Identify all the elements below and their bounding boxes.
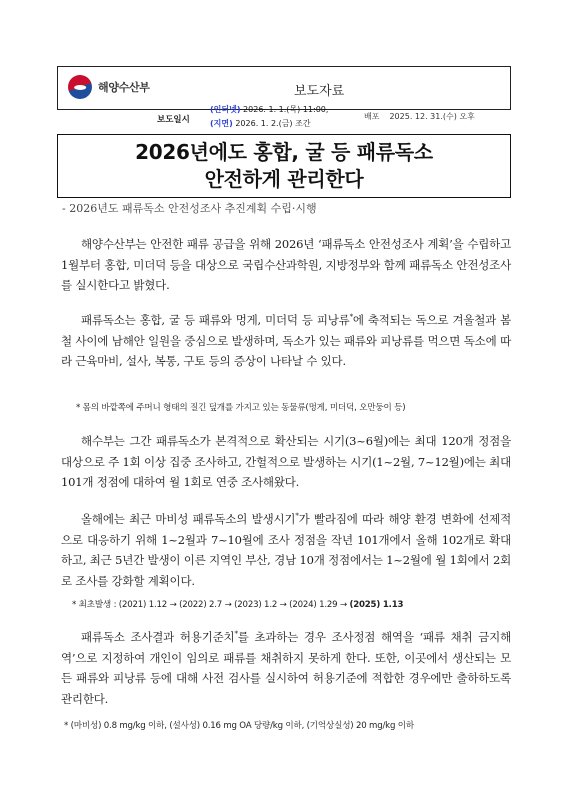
paragraph-2-part-1: 패류독소는 홍합, 굴 등 패류와 멍게, 미더덕 등 피낭류 <box>81 313 350 327</box>
footnote-2-text: * 최초발생 : (2021) 1.12 → (2022) 2.7 → (2023) 1.2 → (2024) 1.29 → <box>72 600 350 610</box>
ministry-name: 해양수산부 <box>98 81 150 94</box>
distribution-label: 배포 <box>364 112 380 121</box>
headline-line-1: 2026년에도 홍합, 굴 등 패류독소 <box>135 140 433 164</box>
distribution-time: 2025. 12. 31.(수) 오후 <box>389 112 475 121</box>
paragraph-5-part-1: 패류독소 조사결과 허용기준치 <box>81 630 235 644</box>
footnote-2 <box>72 598 403 610</box>
taegeuk-emblem-icon <box>65 72 96 103</box>
ministry-logo <box>68 75 150 99</box>
footnote-marker: * <box>349 313 353 322</box>
footnote-marker: * <box>234 630 238 639</box>
release-print <box>210 118 311 129</box>
release-label: 보도일시 <box>157 115 190 125</box>
paragraph-5 <box>61 627 511 709</box>
footnote-marker: * <box>295 512 299 521</box>
distribution-info <box>364 111 485 122</box>
online-time: 2026. 1. 1.(목) 11:00, <box>243 105 329 114</box>
paragraph-3: 해수부는 그간 패류독소가 본격적으로 확산되는 시기(3~6월)에는 최대 120개 정점을 대상으로 주 1회 이상 집중 조사하고, 간헐적으로 발생하는 시기(1~2월, 7~12월)에는 최대 101개 정점에 대하여 월 1회로 연중 조사해왔다. <box>61 434 511 489</box>
paragraph-1: 해양수산부는 안전한 패류 공급을 위해 2026년 ‘패류독소 안전성조사 계획’을 수립하고 1월부터 홍합, 미더덕 등을 대상으로 국립수산과학원, 지방정부와 함께 패류독소 안전성조사를 실시한다고 밝혔다. <box>61 237 511 292</box>
footnote-3: * (마비성) 0.8 mg/kg 이하, (설사성) 0.16 mg OA 당량/kg 이하, (기억상실성) 20 mg/kg 이하 <box>64 721 414 731</box>
paragraph-4-part-1: 올해에는 최근 마비성 패류독소의 발생시기 <box>81 512 296 526</box>
release-info <box>57 104 511 134</box>
paragraph-2-part-2: 에 축적되는 독으로 겨울철과 봄철 사이에 남해안 일원을 중심으로 발생하며, 독소가 있는 패류와 피낭류를 먹으면 독소에 따라 근육마비, 설사, 복통, 구토 등의 증상이 나타날 수 있다. <box>61 313 511 368</box>
footnote-1: * 몸의 바깥쪽에 주머니 형태의 질긴 덮개를 가지고 있는 동물류(멍게, 미더덕, 오만둥이 등) <box>76 403 406 413</box>
subtitle: - 2026년도 패류독소 안전성조사 추진계획 수립·시행 <box>62 202 317 215</box>
paragraph-4 <box>61 509 511 591</box>
print-time: 2026. 1. 2.(금) 조간 <box>235 119 311 128</box>
title-box <box>57 134 511 198</box>
paragraph-2 <box>61 310 511 372</box>
print-tag: (지면) <box>210 119 233 128</box>
release-online <box>210 104 328 115</box>
paragraph-5-part-2: 를 초과하는 경우 조사정점 해역을 ‘패류 채취 금지해역’으로 지정하여 개인이 임의로 패류를 채취하지 못하게 한다. 또한, 이곳에서 생산되는 모든 패류와 피낭류 등에 대해 사전 검사를 실시하여 허용기준에 적합한 경우에만 출하하도록 관리한다. <box>61 630 511 706</box>
headline-line-2: 안전하게 관리한다 <box>204 167 364 191</box>
footnote-2-highlight: (2025) 1.13 <box>349 600 404 610</box>
document-type: 보도자료 <box>294 84 345 99</box>
online-tag: (인터넷) <box>210 105 241 114</box>
paragraph-4-part-2: 가 빨라짐에 따라 해양 환경 변화에 선제적으로 대응하기 위해 1~2월과 7~10월에 조사 정점을 작년 101개에서 올해 102개로 확대하고, 최근 5년간 발생이 이른 지역인 부산, 경남 10개 정점에서는 1~2월에 월 1회에서 2회로 조사를 강화할 계획이다. <box>61 512 511 588</box>
